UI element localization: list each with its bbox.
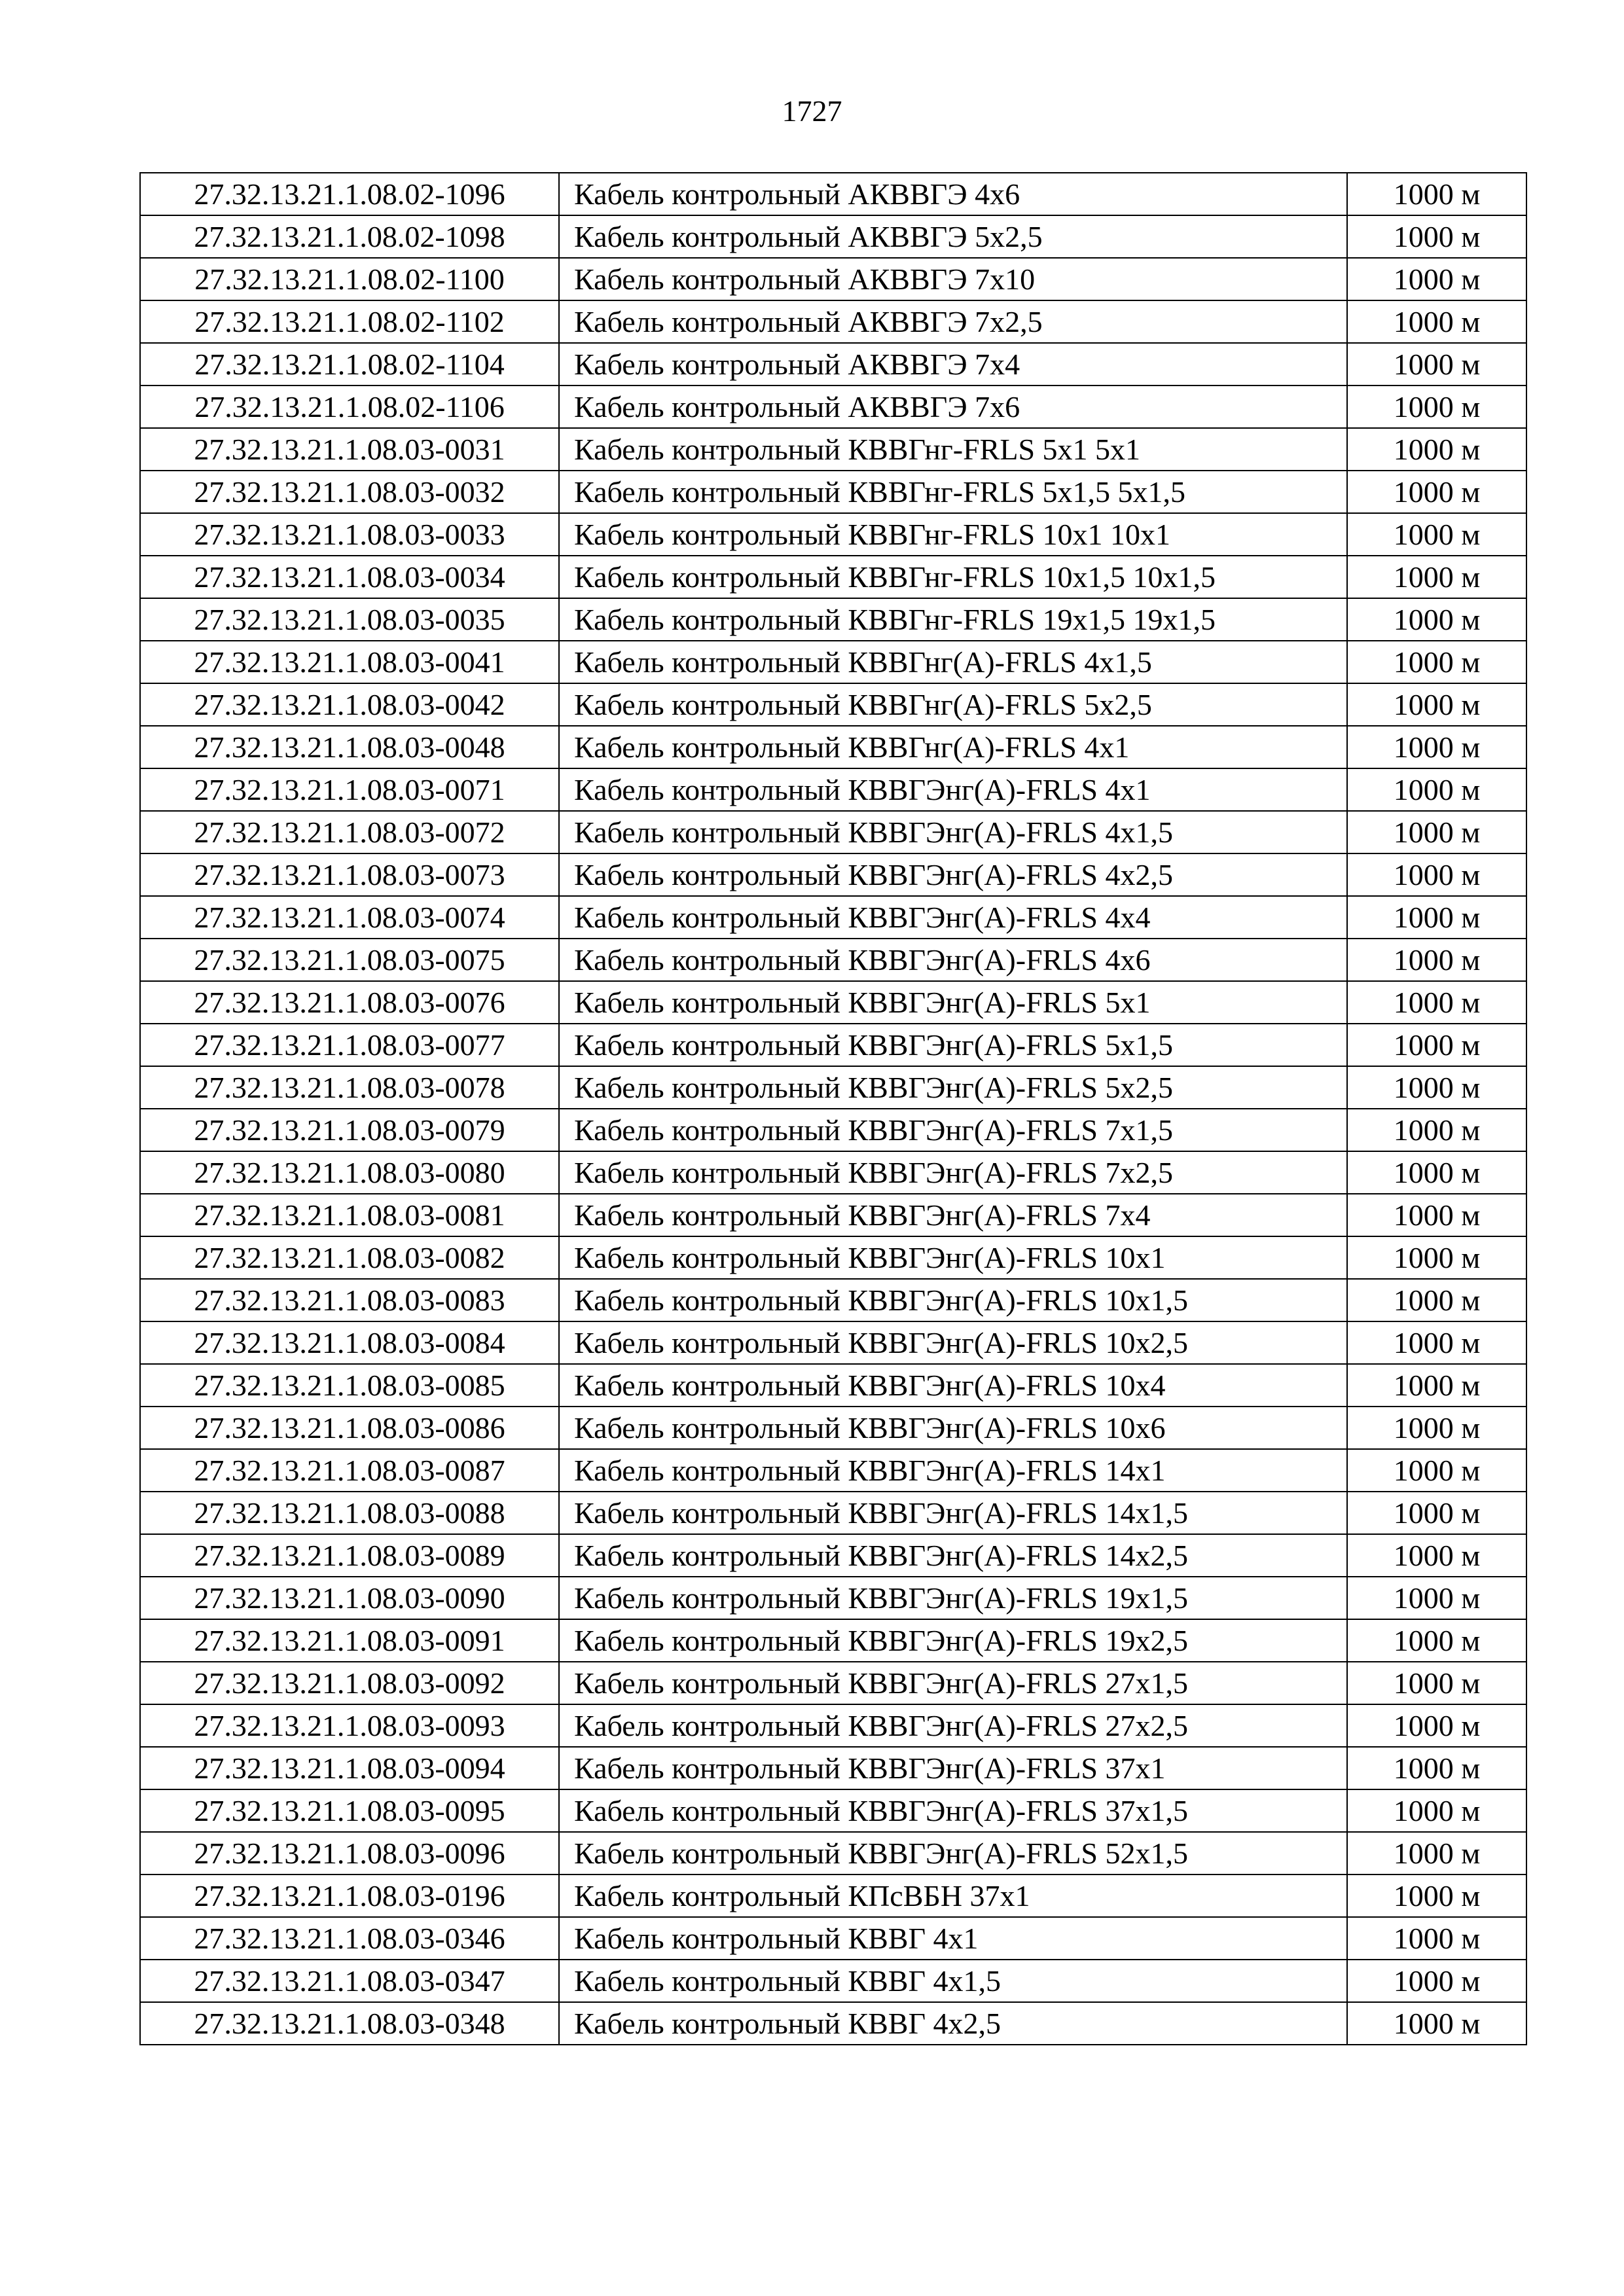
measure-unit-cell: 1000 м — [1347, 215, 1526, 258]
resource-name-cell: Кабель контрольный КВВГЭнг(А)-FRLS 4х1,5 — [559, 811, 1347, 853]
measure-unit-cell: 1000 м — [1347, 258, 1526, 300]
resource-code-cell: 27.32.13.21.1.08.03-0347 — [140, 1960, 559, 2002]
measure-unit-cell: 1000 м — [1347, 1789, 1526, 1832]
measure-unit-cell: 1000 м — [1347, 173, 1526, 215]
table-row — [140, 1109, 1526, 1151]
resource-name-cell: Кабель контрольный КВВГнг-FRLS 10х1 10х1 — [559, 513, 1347, 556]
table-row — [140, 768, 1526, 811]
resource-name-cell: Кабель контрольный КВВГЭнг(А)-FRLS 52х1,5 — [559, 1832, 1347, 1874]
resource-code-cell: 27.32.13.21.1.08.03-0196 — [140, 1874, 559, 1917]
resource-code-cell: 27.32.13.21.1.08.03-0034 — [140, 556, 559, 598]
resource-code-cell: 27.32.13.21.1.08.03-0071 — [140, 768, 559, 811]
table-row — [140, 1407, 1526, 1449]
table-row — [140, 683, 1526, 726]
resource-name-cell: Кабель контрольный КВВГЭнг(А)-FRLS 4х4 — [559, 896, 1347, 939]
resource-code-cell: 27.32.13.21.1.08.02-1098 — [140, 215, 559, 258]
resource-code-cell: 27.32.13.21.1.08.02-1102 — [140, 300, 559, 343]
resource-name-cell: Кабель контрольный КВВГЭнг(А)-FRLS 4х2,5 — [559, 853, 1347, 896]
resource-name-cell: Кабель контрольный АКВВГЭ 7х2,5 — [559, 300, 1347, 343]
resource-code-cell: 27.32.13.21.1.08.03-0348 — [140, 2002, 559, 2045]
measure-unit-cell: 1000 м — [1347, 1577, 1526, 1619]
resource-code-cell: 27.32.13.21.1.08.03-0074 — [140, 896, 559, 939]
measure-unit-cell: 1000 м — [1347, 896, 1526, 939]
resource-name-cell: Кабель контрольный КВВГнг-FRLS 10х1,5 10х1,5 — [559, 556, 1347, 598]
table-row — [140, 513, 1526, 556]
table-row — [140, 939, 1526, 981]
resource-code-cell: 27.32.13.21.1.08.03-0090 — [140, 1577, 559, 1619]
resource-name-cell: Кабель контрольный АКВВГЭ 7х10 — [559, 258, 1347, 300]
resource-name-cell: Кабель контрольный КВВГЭнг(А)-FRLS 10х1,5 — [559, 1279, 1347, 1321]
measure-unit-cell: 1000 м — [1347, 853, 1526, 896]
table-row — [140, 1194, 1526, 1236]
table-row — [140, 981, 1526, 1024]
resource-name-cell: Кабель контрольный АКВВГЭ 4х6 — [559, 173, 1347, 215]
resource-name-cell: Кабель контрольный КВВГЭнг(А)-FRLS 5х2,5 — [559, 1066, 1347, 1109]
resource-code-cell: 27.32.13.21.1.08.03-0088 — [140, 1492, 559, 1534]
resource-name-cell: Кабель контрольный КВВГЭнг(А)-FRLS 27х1,5 — [559, 1662, 1347, 1704]
measure-unit-cell: 1000 м — [1347, 471, 1526, 513]
measure-unit-cell: 1000 м — [1347, 1151, 1526, 1194]
measure-unit-cell: 1000 м — [1347, 386, 1526, 428]
table-row — [140, 726, 1526, 768]
measure-unit-cell: 1000 м — [1347, 1832, 1526, 1874]
measure-unit-cell: 1000 м — [1347, 939, 1526, 981]
resource-code-cell: 27.32.13.21.1.08.03-0080 — [140, 1151, 559, 1194]
resource-code-cell: 27.32.13.21.1.08.02-1106 — [140, 386, 559, 428]
resource-name-cell: Кабель контрольный АКВВГЭ 7х6 — [559, 386, 1347, 428]
resource-code-cell: 27.32.13.21.1.08.03-0092 — [140, 1662, 559, 1704]
table-row — [140, 1704, 1526, 1747]
resource-name-cell: Кабель контрольный КВВГнг(А)-FRLS 4х1 — [559, 726, 1347, 768]
table-row — [140, 1832, 1526, 1874]
table-row — [140, 386, 1526, 428]
table-row — [140, 1789, 1526, 1832]
resource-code-cell: 27.32.13.21.1.08.03-0085 — [140, 1364, 559, 1407]
resource-code-cell: 27.32.13.21.1.08.03-0093 — [140, 1704, 559, 1747]
table-row — [140, 1534, 1526, 1577]
measure-unit-cell: 1000 м — [1347, 1407, 1526, 1449]
table-row — [140, 853, 1526, 896]
table-row — [140, 1066, 1526, 1109]
measure-unit-cell: 1000 м — [1347, 1534, 1526, 1577]
measure-unit-cell: 1000 м — [1347, 1492, 1526, 1534]
table-row — [140, 896, 1526, 939]
measure-unit-cell: 1000 м — [1347, 811, 1526, 853]
measure-unit-cell: 1000 м — [1347, 981, 1526, 1024]
measure-unit-cell: 1000 м — [1347, 1449, 1526, 1492]
measure-unit-cell: 1000 м — [1347, 726, 1526, 768]
table-row — [140, 1917, 1526, 1960]
resource-name-cell: Кабель контрольный КВВГЭнг(А)-FRLS 14х1,5 — [559, 1492, 1347, 1534]
resource-code-cell: 27.32.13.21.1.08.03-0346 — [140, 1917, 559, 1960]
resource-code-cell: 27.32.13.21.1.08.03-0041 — [140, 641, 559, 683]
resource-code-cell: 27.32.13.21.1.08.03-0073 — [140, 853, 559, 896]
resource-name-cell: Кабель контрольный КВВГ 4х1,5 — [559, 1960, 1347, 2002]
table-row — [140, 343, 1526, 386]
table-row — [140, 173, 1526, 215]
measure-unit-cell: 1000 м — [1347, 1066, 1526, 1109]
measure-unit-cell: 1000 м — [1347, 343, 1526, 386]
resource-name-cell: Кабель контрольный КВВГЭнг(А)-FRLS 5х1 — [559, 981, 1347, 1024]
resource-name-cell: Кабель контрольный КВВГнг(А)-FRLS 5х2,5 — [559, 683, 1347, 726]
table-row — [140, 1619, 1526, 1662]
resource-code-cell: 27.32.13.21.1.08.03-0081 — [140, 1194, 559, 1236]
resource-name-cell: Кабель контрольный КВВГЭнг(А)-FRLS 4х1 — [559, 768, 1347, 811]
resource-code-cell: 27.32.13.21.1.08.03-0077 — [140, 1024, 559, 1066]
measure-unit-cell: 1000 м — [1347, 1874, 1526, 1917]
table-row — [140, 1577, 1526, 1619]
table-row — [140, 428, 1526, 471]
resource-name-cell: Кабель контрольный КПсВБН 37х1 — [559, 1874, 1347, 1917]
resource-name-cell: Кабель контрольный КВВГнг-FRLS 19х1,5 19х1,5 — [559, 598, 1347, 641]
table-row — [140, 1449, 1526, 1492]
resource-name-cell: Кабель контрольный КВВГЭнг(А)-FRLS 19х1,5 — [559, 1577, 1347, 1619]
resource-code-cell: 27.32.13.21.1.08.03-0082 — [140, 1236, 559, 1279]
resource-name-cell: Кабель контрольный КВВГЭнг(А)-FRLS 37х1,5 — [559, 1789, 1347, 1832]
table-row — [140, 1874, 1526, 1917]
table-row — [140, 215, 1526, 258]
table-row — [140, 598, 1526, 641]
table-row — [140, 1321, 1526, 1364]
resource-name-cell: Кабель контрольный АКВВГЭ 5х2,5 — [559, 215, 1347, 258]
table-row — [140, 556, 1526, 598]
resource-name-cell: Кабель контрольный КВВГЭнг(А)-FRLS 19х2,5 — [559, 1619, 1347, 1662]
resource-name-cell: Кабель контрольный КВВГЭнг(А)-FRLS 10х6 — [559, 1407, 1347, 1449]
resource-code-cell: 27.32.13.21.1.08.03-0087 — [140, 1449, 559, 1492]
table-row — [140, 811, 1526, 853]
resource-name-cell: Кабель контрольный КВВГЭнг(А)-FRLS 10х4 — [559, 1364, 1347, 1407]
resource-name-cell: Кабель контрольный КВВГЭнг(А)-FRLS 37х1 — [559, 1747, 1347, 1789]
resource-name-cell: Кабель контрольный КВВГЭнг(А)-FRLS 7х2,5 — [559, 1151, 1347, 1194]
measure-unit-cell: 1000 м — [1347, 300, 1526, 343]
measure-unit-cell: 1000 м — [1347, 428, 1526, 471]
resource-name-cell: Кабель контрольный КВВГнг(А)-FRLS 4х1,5 — [559, 641, 1347, 683]
resource-code-cell: 27.32.13.21.1.08.03-0042 — [140, 683, 559, 726]
resource-code-cell: 27.32.13.21.1.08.03-0031 — [140, 428, 559, 471]
measure-unit-cell: 1000 м — [1347, 1917, 1526, 1960]
table-row — [140, 1492, 1526, 1534]
resource-name-cell: Кабель контрольный КВВГЭнг(А)-FRLS 10х1 — [559, 1236, 1347, 1279]
measure-unit-cell: 1000 м — [1347, 513, 1526, 556]
table-row — [140, 1024, 1526, 1066]
resource-name-cell: Кабель контрольный КВВГ 4х2,5 — [559, 2002, 1347, 2045]
table-row — [140, 300, 1526, 343]
resource-code-cell: 27.32.13.21.1.08.03-0083 — [140, 1279, 559, 1321]
measure-unit-cell: 1000 м — [1347, 556, 1526, 598]
resource-code-cell: 27.32.13.21.1.08.03-0096 — [140, 1832, 559, 1874]
measure-unit-cell: 1000 м — [1347, 1960, 1526, 2002]
measure-unit-cell: 1000 м — [1347, 1662, 1526, 1704]
table-row — [140, 471, 1526, 513]
resource-name-cell: Кабель контрольный КВВГЭнг(А)-FRLS 7х4 — [559, 1194, 1347, 1236]
measure-unit-cell: 1000 м — [1347, 1109, 1526, 1151]
measure-unit-cell: 1000 м — [1347, 1747, 1526, 1789]
measure-unit-cell: 1000 м — [1347, 1619, 1526, 1662]
resource-table — [139, 172, 1527, 2045]
resource-code-cell: 27.32.13.21.1.08.03-0072 — [140, 811, 559, 853]
table-row — [140, 641, 1526, 683]
resource-name-cell: Кабель контрольный КВВГЭнг(А)-FRLS 4х6 — [559, 939, 1347, 981]
table-row — [140, 1747, 1526, 1789]
page-number: 1727 — [782, 94, 842, 128]
resource-code-cell: 27.32.13.21.1.08.03-0033 — [140, 513, 559, 556]
measure-unit-cell: 1000 м — [1347, 683, 1526, 726]
measure-unit-cell: 1000 м — [1347, 768, 1526, 811]
resource-code-cell: 27.32.13.21.1.08.02-1100 — [140, 258, 559, 300]
resource-code-cell: 27.32.13.21.1.08.03-0048 — [140, 726, 559, 768]
resource-code-cell: 27.32.13.21.1.08.03-0089 — [140, 1534, 559, 1577]
resource-code-cell: 27.32.13.21.1.08.03-0076 — [140, 981, 559, 1024]
table-row — [140, 258, 1526, 300]
measure-unit-cell: 1000 м — [1347, 598, 1526, 641]
resource-code-cell: 27.32.13.21.1.08.03-0095 — [140, 1789, 559, 1832]
measure-unit-cell: 1000 м — [1347, 1194, 1526, 1236]
table-row — [140, 1364, 1526, 1407]
resource-code-cell: 27.32.13.21.1.08.03-0094 — [140, 1747, 559, 1789]
resource-code-cell: 27.32.13.21.1.08.02-1096 — [140, 173, 559, 215]
measure-unit-cell: 1000 м — [1347, 1321, 1526, 1364]
table-row — [140, 2002, 1526, 2045]
resource-table-body — [140, 173, 1526, 2045]
measure-unit-cell: 1000 м — [1347, 1236, 1526, 1279]
resource-name-cell: Кабель контрольный КВВГЭнг(А)-FRLS 14х2,5 — [559, 1534, 1347, 1577]
table-row — [140, 1279, 1526, 1321]
resource-code-cell: 27.32.13.21.1.08.03-0079 — [140, 1109, 559, 1151]
resource-name-cell: Кабель контрольный КВВГЭнг(А)-FRLS 27х2,5 — [559, 1704, 1347, 1747]
table-row — [140, 1151, 1526, 1194]
resource-code-cell: 27.32.13.21.1.08.03-0086 — [140, 1407, 559, 1449]
table-row — [140, 1236, 1526, 1279]
resource-code-cell: 27.32.13.21.1.08.03-0084 — [140, 1321, 559, 1364]
measure-unit-cell: 1000 м — [1347, 641, 1526, 683]
resource-name-cell: Кабель контрольный АКВВГЭ 7х4 — [559, 343, 1347, 386]
resource-name-cell: Кабель контрольный КВВГЭнг(А)-FRLS 7х1,5 — [559, 1109, 1347, 1151]
table-row — [140, 1960, 1526, 2002]
resource-name-cell: Кабель контрольный КВВГЭнг(А)-FRLS 5х1,5 — [559, 1024, 1347, 1066]
measure-unit-cell: 1000 м — [1347, 1279, 1526, 1321]
resource-code-cell: 27.32.13.21.1.08.03-0091 — [140, 1619, 559, 1662]
measure-unit-cell: 1000 м — [1347, 2002, 1526, 2045]
resource-name-cell: Кабель контрольный КВВГЭнг(А)-FRLS 14х1 — [559, 1449, 1347, 1492]
resource-code-cell: 27.32.13.21.1.08.03-0075 — [140, 939, 559, 981]
resource-name-cell: Кабель контрольный КВВГнг-FRLS 5х1,5 5х1,5 — [559, 471, 1347, 513]
resource-name-cell: Кабель контрольный КВВГЭнг(А)-FRLS 10х2,5 — [559, 1321, 1347, 1364]
measure-unit-cell: 1000 м — [1347, 1364, 1526, 1407]
measure-unit-cell: 1000 м — [1347, 1704, 1526, 1747]
resource-code-cell: 27.32.13.21.1.08.03-0035 — [140, 598, 559, 641]
resource-code-cell: 27.32.13.21.1.08.02-1104 — [140, 343, 559, 386]
measure-unit-cell: 1000 м — [1347, 1024, 1526, 1066]
resource-name-cell: Кабель контрольный КВВГ 4х1 — [559, 1917, 1347, 1960]
resource-code-cell: 27.32.13.21.1.08.03-0078 — [140, 1066, 559, 1109]
resource-code-cell: 27.32.13.21.1.08.03-0032 — [140, 471, 559, 513]
resource-name-cell: Кабель контрольный КВВГнг-FRLS 5х1 5х1 — [559, 428, 1347, 471]
table-row — [140, 1662, 1526, 1704]
